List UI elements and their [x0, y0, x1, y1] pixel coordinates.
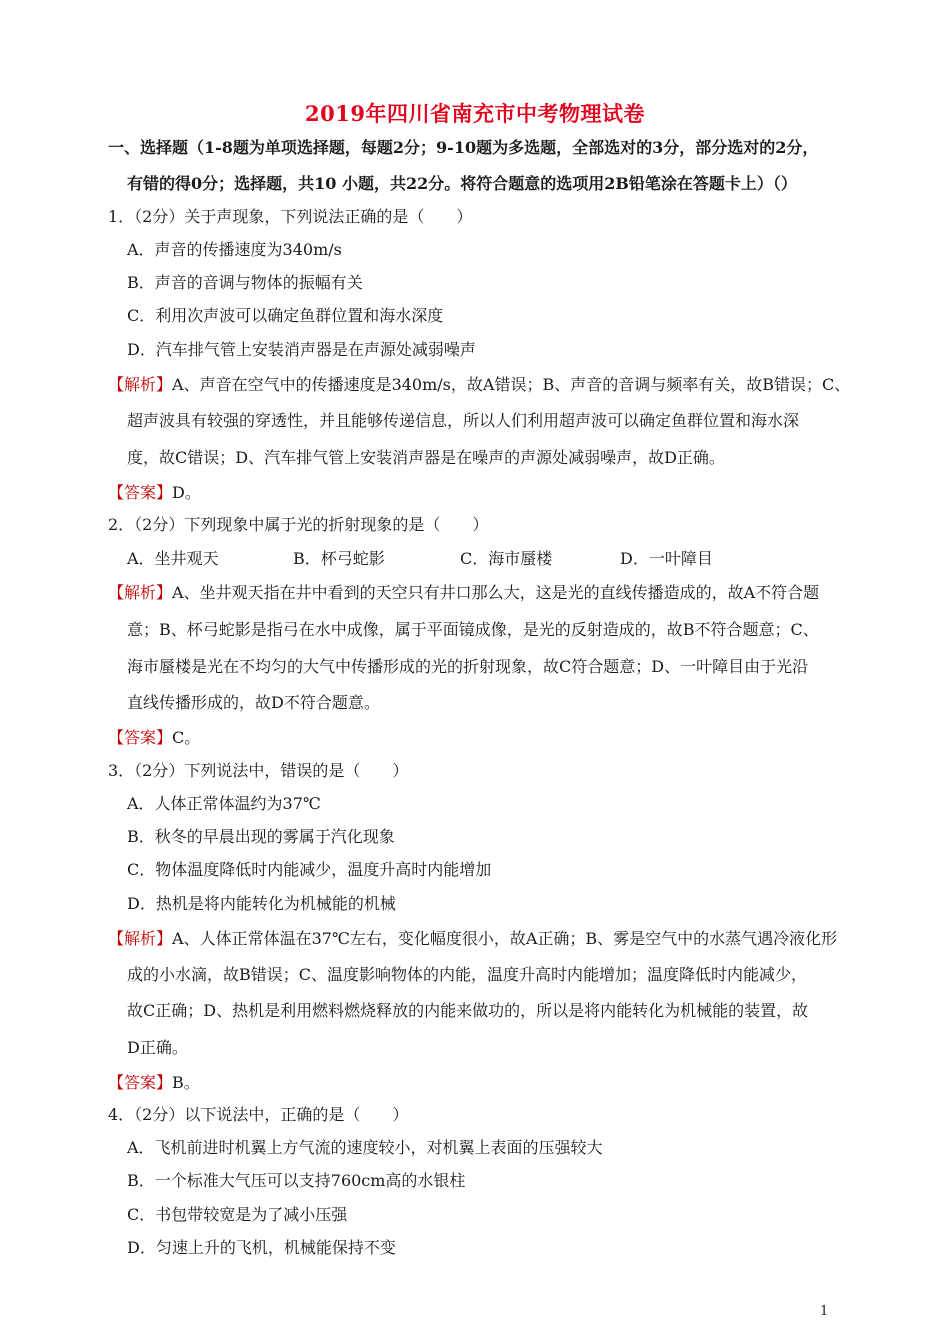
question-2-analysis-line-1	[108, 582, 819, 604]
question-3-analysis-line-2: 成的小水滴，故B错误；C、温度影响物体的内能，温度升高时内能增加；温度降低时内能减少，	[127, 965, 808, 984]
answer-tag: 【答案】	[108, 1073, 173, 1092]
section-heading-line-1: 一、选择题（1-8题为单项选择题，每题2分；9-10题为多选题，全部选对的3分，部分选对的2分，	[108, 138, 819, 157]
question-3-answer	[108, 1072, 200, 1094]
question-4-option-c: C．书包带较宽是为了减小压强	[127, 1205, 348, 1224]
question-4-stem: 4．（2分）以下说法中，正确的是（ ）	[108, 1105, 409, 1124]
answer-text: C。	[172, 728, 201, 747]
question-4-option-d: D．匀速上升的飞机，机械能保持不变	[127, 1238, 396, 1257]
question-1-option-c: C．利用次声波可以确定鱼群位置和海水深度	[127, 306, 444, 325]
analysis-text: A、坐井观天指在井中看到的天空只有井口那么大，这是光的直线传播造成的，故A不符合题	[172, 583, 820, 602]
question-3-option-c: C．物体温度降低时内能减少，温度升高时内能增加	[127, 860, 492, 879]
answer-text: D。	[172, 483, 201, 502]
analysis-tag: 【解析】	[108, 929, 173, 948]
question-4-option-a: A．飞机前进时机翼上方气流的速度较小，对机翼上表面的压强较大	[127, 1138, 603, 1157]
question-2-stem: 2．（2分）下列现象中属于光的折射现象的是（ ）	[108, 515, 489, 534]
question-2-option-b: B．杯弓蛇影	[293, 549, 385, 568]
analysis-tag: 【解析】	[108, 583, 173, 602]
question-3-analysis-line-1	[108, 928, 837, 950]
section-heading-line-2: 有错的得0分；选择题，共10 小题，共22分。将符合题意的选项用2B铅笔涂在答题卡上）（）	[127, 174, 797, 193]
question-2-answer	[108, 727, 200, 749]
question-2-option-a: A．坐井观天	[127, 549, 219, 568]
answer-tag: 【答案】	[108, 728, 173, 747]
question-1-analysis-line-3: 度，故C错误；D、汽车排气管上安装消声器是在噪声的声源处减弱噪声，故D正确。	[127, 448, 725, 467]
analysis-text: A、人体正常体温在37℃左右，变化幅度很小，故A正确；B、雾是空气中的水蒸气遇冷液化形	[172, 929, 838, 948]
question-4-option-b: B．一个标准大气压可以支持760cm高的水银柱	[127, 1171, 466, 1190]
question-3-analysis-line-4: D正确。	[127, 1038, 188, 1057]
question-2-analysis-line-2: 意；B、杯弓蛇影是指弓在水中成像，属于平面镜成像，是光的反射造成的，故B不符合题意；C、	[127, 620, 819, 639]
question-1-answer	[108, 482, 201, 504]
page-number: 1	[820, 1304, 829, 1319]
question-3-option-a: A．人体正常体温约为37℃	[127, 794, 321, 813]
page-title: 2019年四川省南充市中考物理试卷	[305, 101, 645, 126]
question-2-analysis-line-4: 直线传播形成的，故D不符合题意。	[127, 693, 380, 712]
question-1-analysis-line-2: 超声波具有较强的穿透性，并且能够传递信息，所以人们利用超声波可以确定鱼群位置和海水深	[127, 411, 800, 430]
answer-text: B。	[172, 1073, 200, 1092]
question-3-option-d: D．热机是将内能转化为机械能的机械	[127, 894, 396, 913]
question-3-analysis-line-3: 故C正确；D、热机是利用燃料燃烧释放的内能来做功的，所以是将内能转化为机械能的装置，故	[127, 1001, 809, 1020]
question-2-option-c: C．海市蜃楼	[460, 549, 553, 568]
question-2-analysis-line-3: 海市蜃楼是光在不均匀的大气中传播形成的光的折射现象，故C符合题意；D、一叶障目由于光沿	[127, 657, 809, 676]
question-3-stem: 3．（2分）下列说法中，错误的是（ ）	[108, 761, 409, 780]
question-1-analysis-line-1	[108, 374, 850, 396]
analysis-tag: 【解析】	[108, 375, 173, 394]
question-2-option-d: D．一叶障目	[620, 549, 713, 568]
answer-tag: 【答案】	[108, 483, 173, 502]
question-1-option-b: B．声音的音调与物体的振幅有关	[127, 273, 363, 292]
analysis-text: A、声音在空气中的传播速度是340m/s，故A错误；B、声音的音调与频率有关，故B错误；C、	[172, 375, 851, 394]
question-1-option-a: A．声音的传播速度为340m/s	[127, 240, 342, 259]
question-3-option-b: B．秋冬的早晨出现的雾属于汽化现象	[127, 827, 395, 846]
question-1-option-d: D．汽车排气管上安装消声器是在声源处减弱噪声	[127, 340, 476, 359]
question-1-stem: 1．（2分）关于声现象，下列说法正确的是（ ）	[108, 207, 473, 226]
